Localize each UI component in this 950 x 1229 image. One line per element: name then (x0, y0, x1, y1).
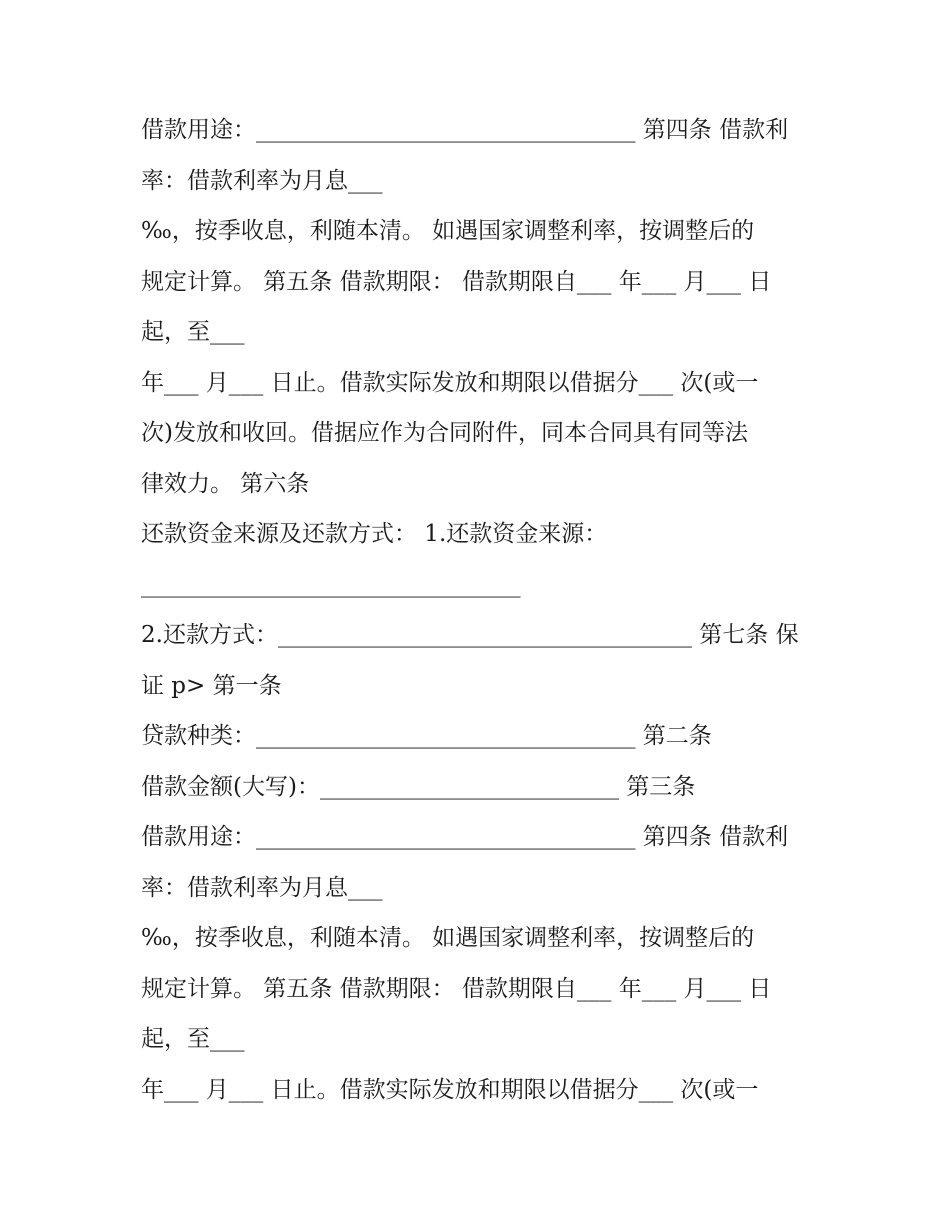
text-line: 规定计算。 第五条 借款期限： 借款期限自___ 年___ 月___ 日 (141, 975, 772, 1002)
text-line: 率：借款利率为月息___ (141, 167, 383, 194)
text-line: 2.还款方式：____________________________________ 第七条 保 (141, 622, 799, 648)
text-line: 起，至___ (141, 319, 245, 345)
text-line: 还款资金来源及还款方式： 1.还款资金来源： (141, 521, 608, 547)
text-line: 律效力。 第六条 (141, 470, 310, 497)
text-line: 次)发放和收回。借据应作为合同附件，同本合同具有同等法 (141, 420, 748, 446)
text-line: ‰，按季收息，利随本清。 如遇国家调整利率，按调整后的 (141, 218, 755, 244)
document-body (141, 105, 821, 1115)
text-line: 年___ 月___ 日止。借款实际发放和期限以借据分___ 次(或一 (141, 369, 759, 396)
text-line: 借款用途：_________________________________ 第四条 借款利 (141, 117, 789, 143)
text-line: 借款金额(大写)：__________________________ 第三条 (141, 773, 696, 800)
text-line: 证 p> 第一条 (141, 672, 282, 699)
text-line: 年___ 月___ 日止。借款实际发放和期限以借据分___ 次(或一 (141, 1076, 759, 1103)
text-line: 率：借款利率为月息___ (141, 874, 383, 901)
text-line: 贷款种类：_________________________________ 第二条 (141, 723, 712, 749)
text-line: 规定计算。 第五条 借款期限： 借款期限自___ 年___ 月___ 日 (141, 268, 772, 295)
blank-line: _________________________________ (141, 571, 521, 598)
text-line: 借款用途：_________________________________ 第四条 借款利 (141, 824, 789, 850)
text-line: 起，至___ (141, 1026, 245, 1052)
text-line: ‰，按季收息，利随本清。 如遇国家调整利率，按调整后的 (141, 925, 755, 951)
